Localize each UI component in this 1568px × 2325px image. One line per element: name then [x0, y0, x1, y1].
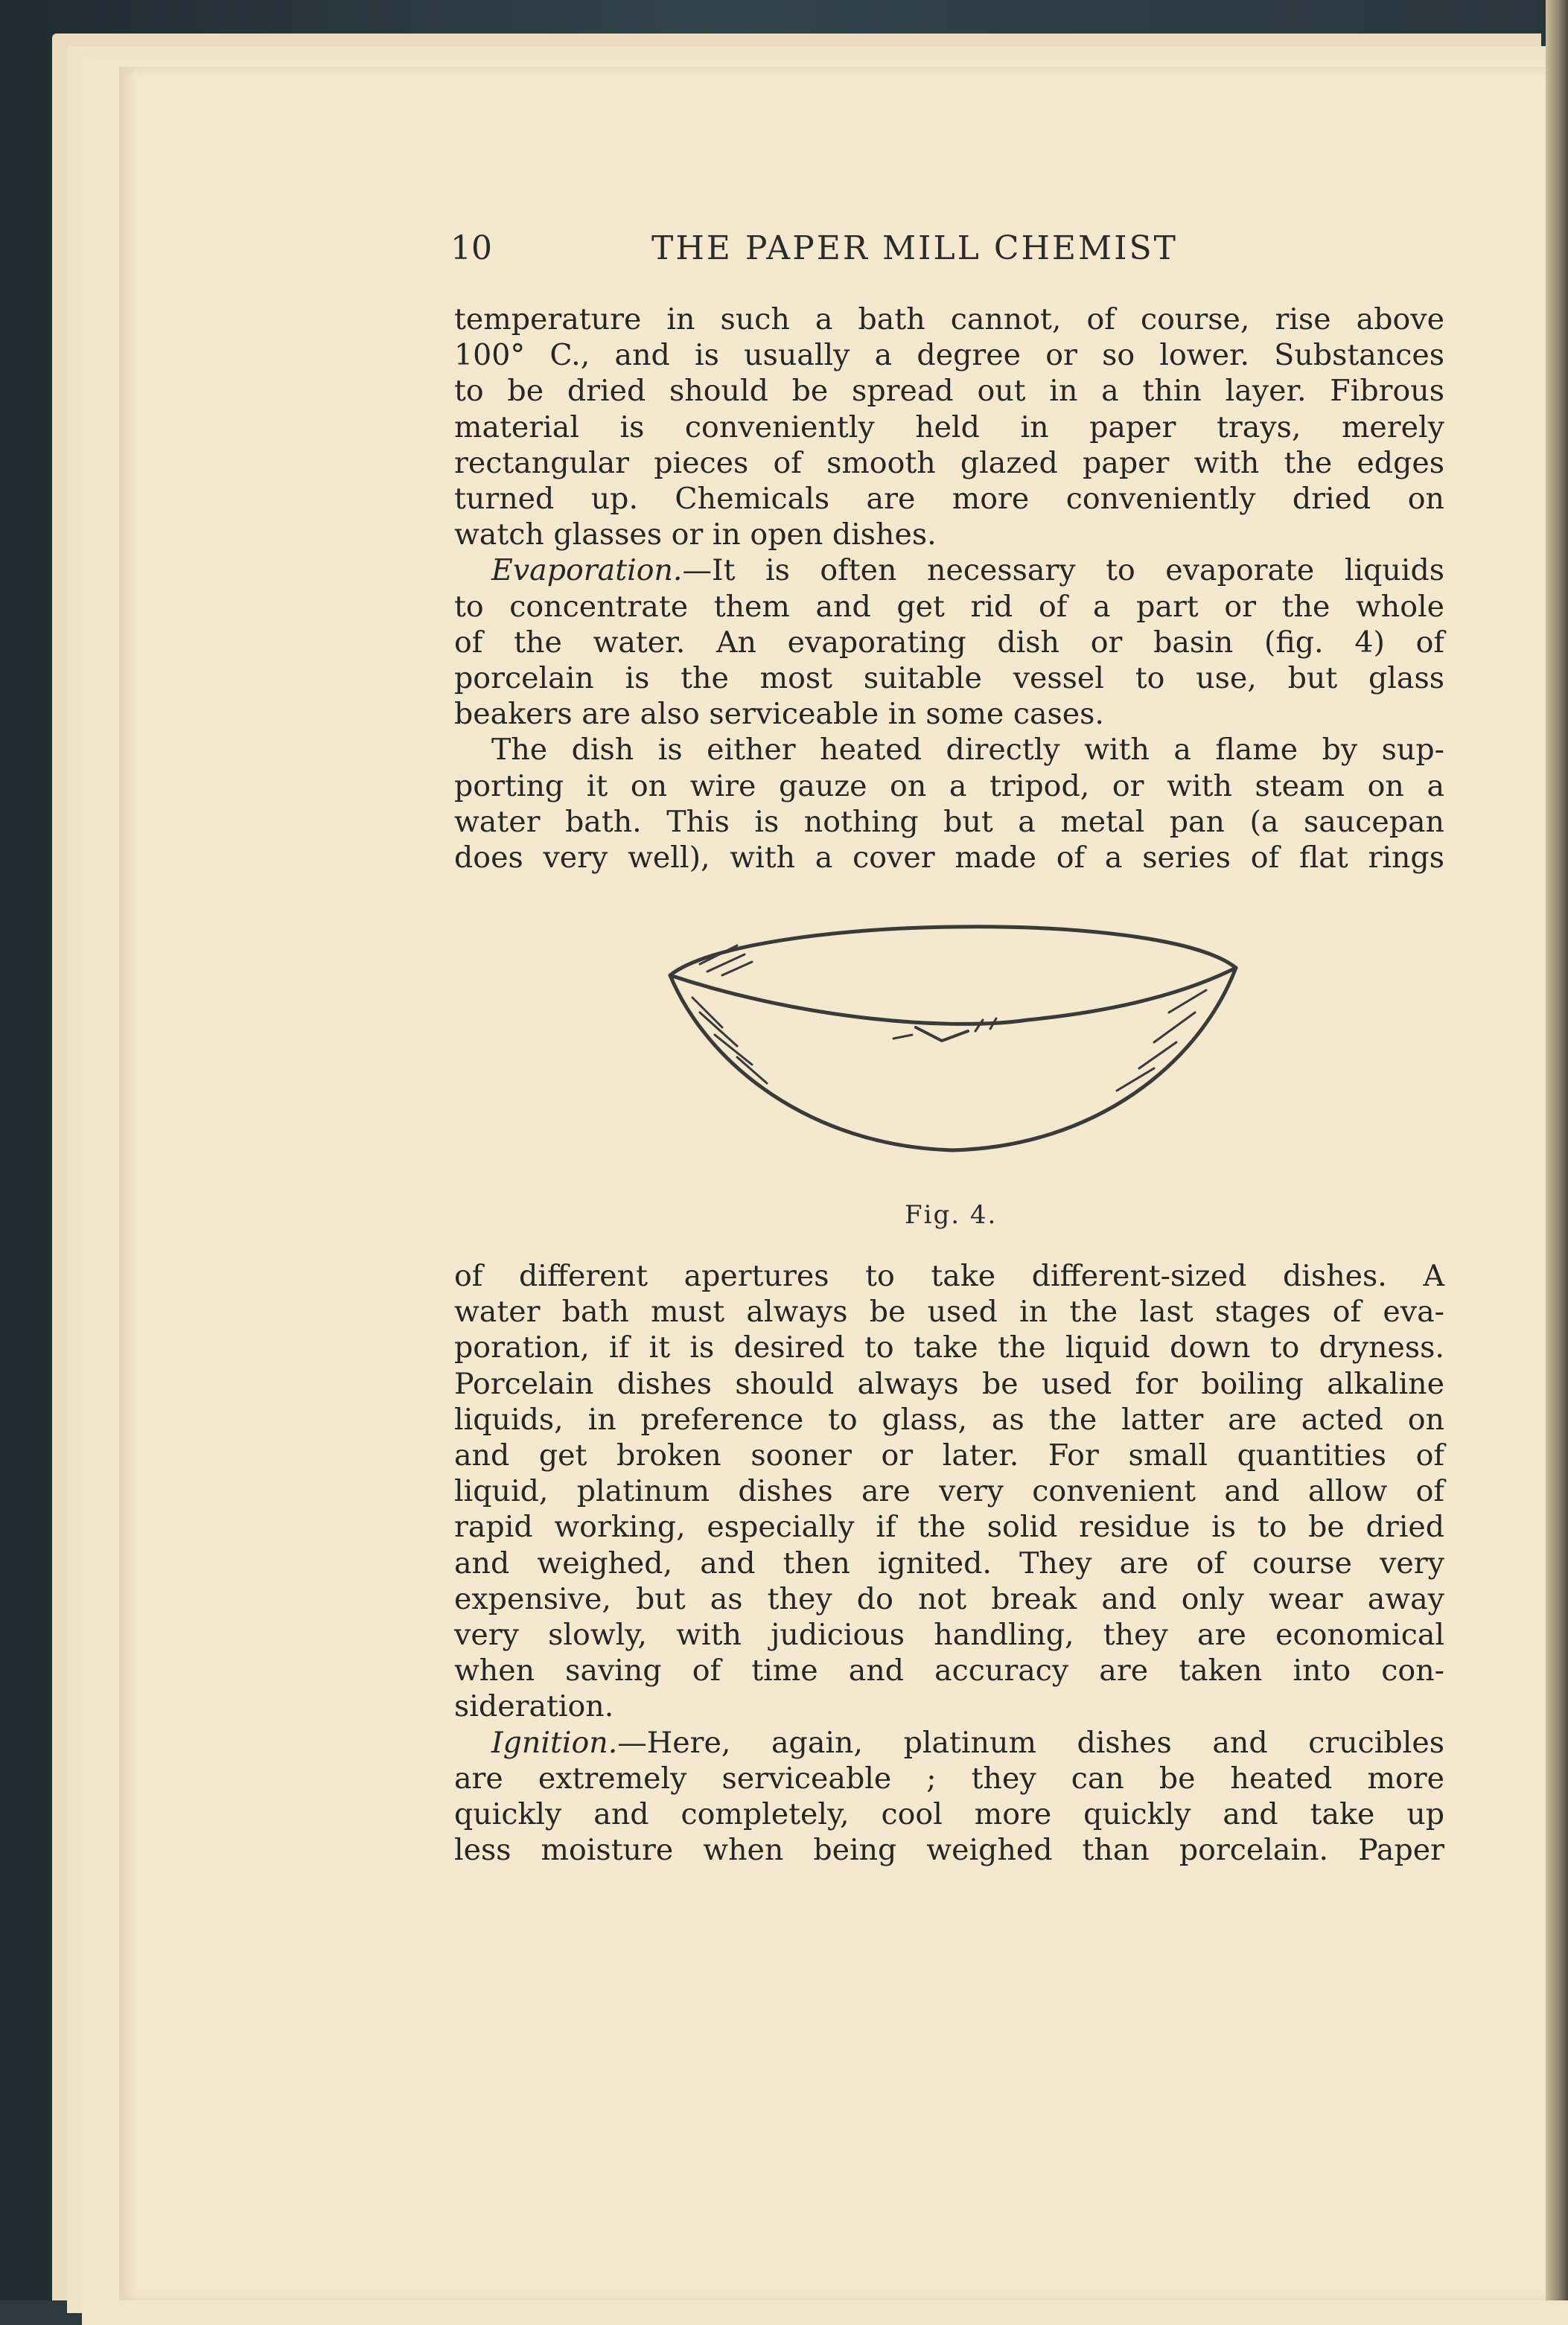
text-line: The dish is either heated directly with a flame by sup-: [491, 733, 1444, 768]
text-line: of the water. An evaporating dish or basin (fig. 4) of: [454, 625, 1444, 660]
text-line: expensive, but as they do not break and only wear away: [454, 1581, 1444, 1616]
figure-caption: Fig. 4.: [905, 1200, 998, 1230]
text-line: does very well), with a cover made of a series of flat rings: [454, 841, 1444, 876]
text-line: of different apertures to take different-sized dishes. A: [454, 1259, 1444, 1293]
evaporating-dish-illustration: [655, 901, 1251, 1184]
text-line: water bath. This is nothing but a metal pan (a saucepan: [454, 804, 1444, 839]
text-fragment: —Here, again, platinum dishes and crucibles: [617, 1725, 1444, 1760]
text-line: poration, if it is desired to take the liquid down to dryness.: [454, 1330, 1444, 1365]
text-line: are extremely serviceable ; they can be heated more: [454, 1761, 1444, 1796]
text-line: rectangular pieces of smooth glazed paper with the edges: [454, 445, 1444, 480]
facing-page-edge: [1546, 0, 1568, 2300]
text-line: and get broken sooner or later. For small quantities of: [454, 1438, 1444, 1473]
text-line: to be dried should be spread out in a thin layer. Fibrous: [454, 374, 1444, 409]
text-line: very slowly, with judicious handling, they are economical: [454, 1618, 1444, 1653]
text-line: to concentrate them and get rid of a part or the whole: [454, 589, 1444, 624]
text-line: temperature in such a bath cannot, of course, rise above: [454, 302, 1444, 337]
text-fragment: —It is often necessary to evaporate liquids: [682, 553, 1444, 588]
text-line: turned up. Chemicals are more conveniently dried on: [454, 482, 1444, 517]
text-line: liquid, platinum dishes are very convenient and allow of: [454, 1474, 1444, 1509]
evaporation-heading: Evaporation.: [491, 553, 683, 588]
text-line: less moisture when being weighed than porcelain. Paper: [454, 1833, 1444, 1868]
text-line: 100° C., and is usually a degree or so lower. Substances: [454, 338, 1444, 373]
text-line: when saving of time and accuracy are taken into con-: [454, 1653, 1444, 1688]
text-block-top: [454, 302, 1444, 876]
text-line: beakers are also serviceable in some cases.: [454, 697, 1104, 732]
text-line: porting it on wire gauze on a tripod, or with steam on a: [454, 768, 1444, 803]
text-line: and weighed, and then ignited. They are of course very: [454, 1546, 1444, 1581]
evaporation-paragraph-start: [454, 552, 1444, 588]
text-line: rapid working, especially if the solid residue is to be dried: [454, 1510, 1444, 1545]
text-line: liquids, in preference to glass, as the latter are acted on: [454, 1402, 1444, 1437]
text-line: quickly and completely, cool more quickly and take up: [454, 1797, 1444, 1832]
text-line: material is conveniently held in paper trays, merely: [454, 409, 1444, 444]
page-number: 10: [450, 229, 492, 267]
text-line: watch glasses or in open dishes.: [454, 517, 937, 552]
text-line: sideration.: [454, 1689, 614, 1724]
running-title: THE PAPER MILL CHEMIST: [651, 229, 1178, 267]
running-head: [450, 229, 1221, 274]
text-line: water bath must always be used in the last stages of eva-: [454, 1295, 1444, 1330]
text-block-bottom: [454, 1258, 1444, 1868]
ignition-paragraph-start: [454, 1725, 1444, 1761]
text-line: Porcelain dishes should always be used for boiling alkaline: [454, 1366, 1444, 1401]
ignition-heading: Ignition.: [491, 1725, 618, 1760]
text-line: porcelain is the most suitable vessel to use, but glass: [454, 661, 1444, 696]
